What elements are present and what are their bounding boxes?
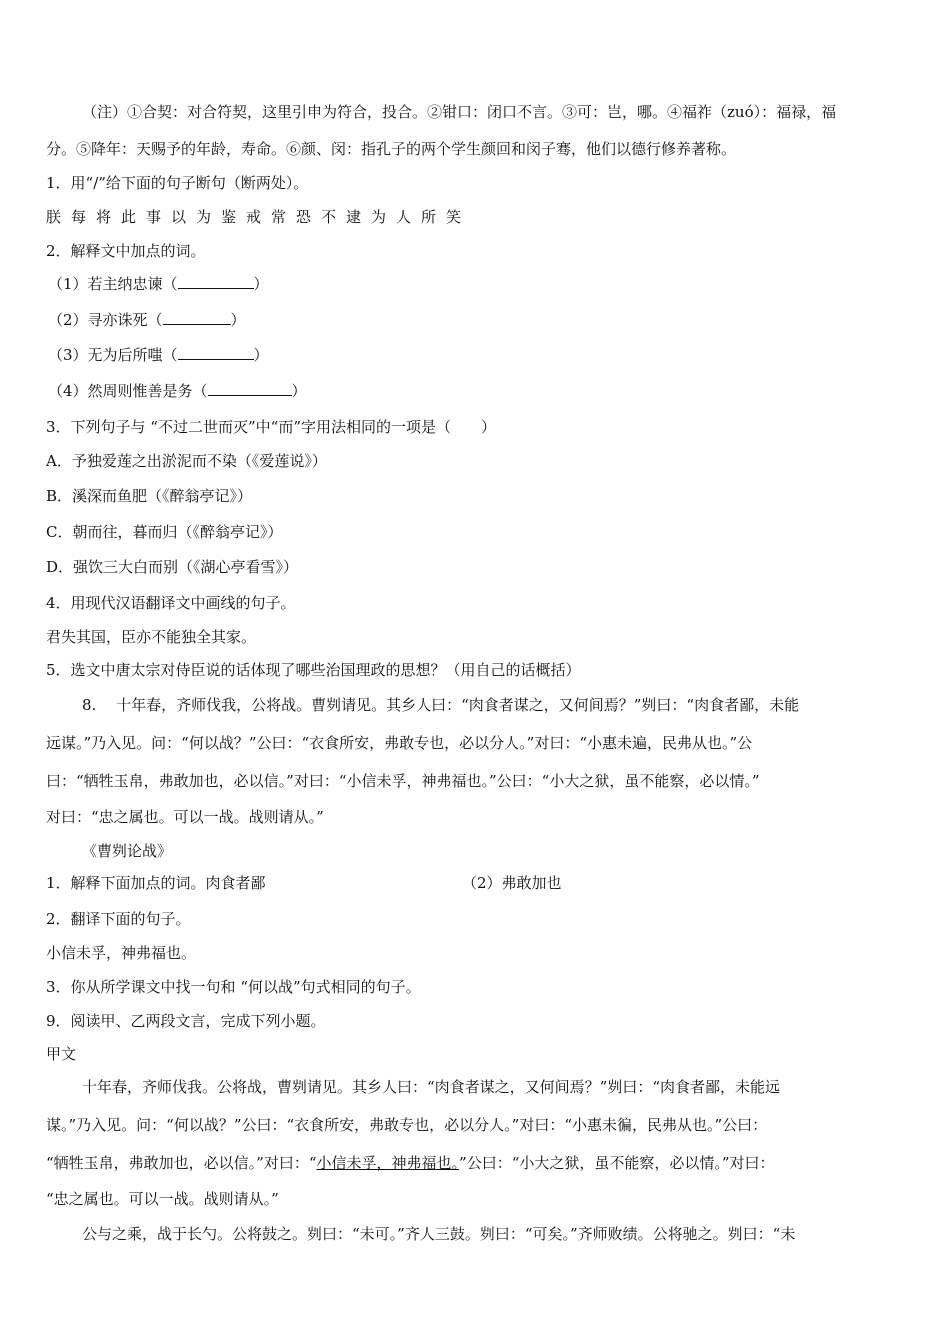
- q8-2-sentence: 小信未孚，神弗福也。: [46, 944, 197, 962]
- item-text: （4）然周则惟善是务（: [48, 382, 208, 400]
- q7-1-prompt: 1．用“/”给下面的句子断句（断两处）。: [46, 174, 309, 192]
- note-line-1: （注）①合契：对合符契，这里引申为符合，投合。②钳口：闭口不言。③可：岂，哪。④福祚（zuó）：福禄，福: [82, 103, 837, 121]
- item-text: （3）无为后所嗤（: [48, 346, 178, 364]
- q8-1-part-2: （2）弗敢加也: [462, 874, 562, 892]
- q9-p2-line-1: 公与之乘，战于长勺。公将鼓之。刿曰：“未可。”齐人三鼓。刿曰：“可矣。”齐师败绩。公将驰之。刿曰：“未: [82, 1225, 796, 1243]
- q7-3-prompt: 3．下列句子与 “不过二世而灭”中“而”字用法相同的一项是（ ）: [46, 418, 496, 436]
- note-line-2: 分。⑤降年：天赐予的年龄，寿命。⑥颜、闵：指孔子的两个学生颜回和闵子骞，他们以德行修养著称。: [46, 140, 737, 158]
- q7-2-item-4: [48, 381, 307, 401]
- q7-5-prompt: 5．选文中唐太宗对侍臣说的话体现了哪些治国理政的思想？（用自己的话概括）: [46, 661, 581, 679]
- item-close: ）: [291, 382, 307, 400]
- q8-2-prompt: 2．翻译下面的句子。: [46, 910, 191, 928]
- q7-4-prompt: 4．用现代汉语翻译文中画线的句子。: [46, 594, 296, 612]
- q7-4-sentence: 君失其国，臣亦不能独全其家。: [46, 628, 257, 646]
- q8-passage-line-3: 曰：“牺牲玉帛，弗敢加也，必以信。”对曰：“小信未孚，神弗福也。”公曰：“小大之狱，虽不能察，必以情。”: [46, 772, 760, 790]
- option-b: B．溪深而鱼肥（《醉翁亭记》）: [46, 487, 253, 505]
- q7-1-sentence: 朕每将此事以为鉴戒常恐不逮为人所笑: [46, 208, 472, 226]
- answer-blank[interactable]: [208, 381, 292, 396]
- item-close: ）: [230, 311, 246, 329]
- q9-p1-line-4: “忠之属也。可以一战。战则请从。”: [46, 1190, 279, 1208]
- answer-blank[interactable]: [178, 274, 254, 289]
- underlined-sentence: 小信未孚，神弗福也。: [316, 1154, 460, 1172]
- q7-2-prompt: 2．解释文中加点的词。: [46, 242, 206, 260]
- q8-passage-line-1: 8. 十年春，齐师伐我，公将战。曹刿请见。其乡人曰：“肉食者谋之，又何间焉？”刿曰：“肉食者鄙，未能: [82, 696, 800, 714]
- q8-1-prompt: 1．解释下面加点的词。肉食者鄙: [46, 874, 266, 892]
- answer-blank[interactable]: [178, 345, 254, 360]
- q9-p1-line-3: [46, 1153, 775, 1173]
- q8-3-prompt: 3．你从所学课文中找一句和 “何以战”句式相同的句子。: [46, 978, 421, 996]
- q7-2-item-3: [48, 345, 269, 365]
- q9-p1-line-1: 十年春，齐师伐我。公将战，曹刿请见。其乡人曰：“肉食者谋之，又何间焉？”刿曰：“肉食者鄙，未能远: [82, 1078, 781, 1096]
- text-segment: ”公曰：“小大之狱，虽不能察，必以情。”对曰：: [459, 1154, 775, 1172]
- item-text: （1）若主纳忠谏（: [48, 275, 178, 293]
- item-close: ）: [253, 346, 269, 364]
- q8-source-title: 《曹刿论战》: [82, 842, 173, 860]
- q7-2-item-2: [48, 310, 246, 330]
- q8-passage-line-4: 对曰：“忠之属也。可以一战。战则请从。”: [46, 808, 324, 826]
- q8-passage-line-2: 远谋。”乃入见。问：“何以战？”公曰：“衣食所安，弗敢专也，必以分人。”对曰：“小惠未遍，民弗从也。”公: [46, 734, 753, 752]
- q7-2-item-1: [48, 274, 269, 294]
- text-segment: “牺牲玉帛，弗敢加也，必以信。”对曰：“: [46, 1154, 317, 1172]
- q9-title: 9．阅读甲、乙两段文言，完成下列小题。: [46, 1012, 326, 1030]
- q9-section-jia: 甲文: [46, 1045, 77, 1063]
- option-d: D．强饮三大白而别（《湖心亭看雪》）: [46, 558, 299, 576]
- item-close: ）: [253, 275, 269, 293]
- item-text: （2）寻亦诛死（: [48, 311, 163, 329]
- answer-blank[interactable]: [163, 310, 231, 325]
- q9-p1-line-2: 谋。”乃入见。问：“何以战？”公曰：“衣食所安，弗敢专也，必以分人。”对曰：“小惠未徧，民弗从也。”公曰：: [46, 1116, 768, 1134]
- option-a: A．予独爱莲之出淤泥而不染（《爱莲说》）: [46, 452, 327, 470]
- option-c: C．朝而往，暮而归（《醉翁亭记》）: [46, 523, 283, 541]
